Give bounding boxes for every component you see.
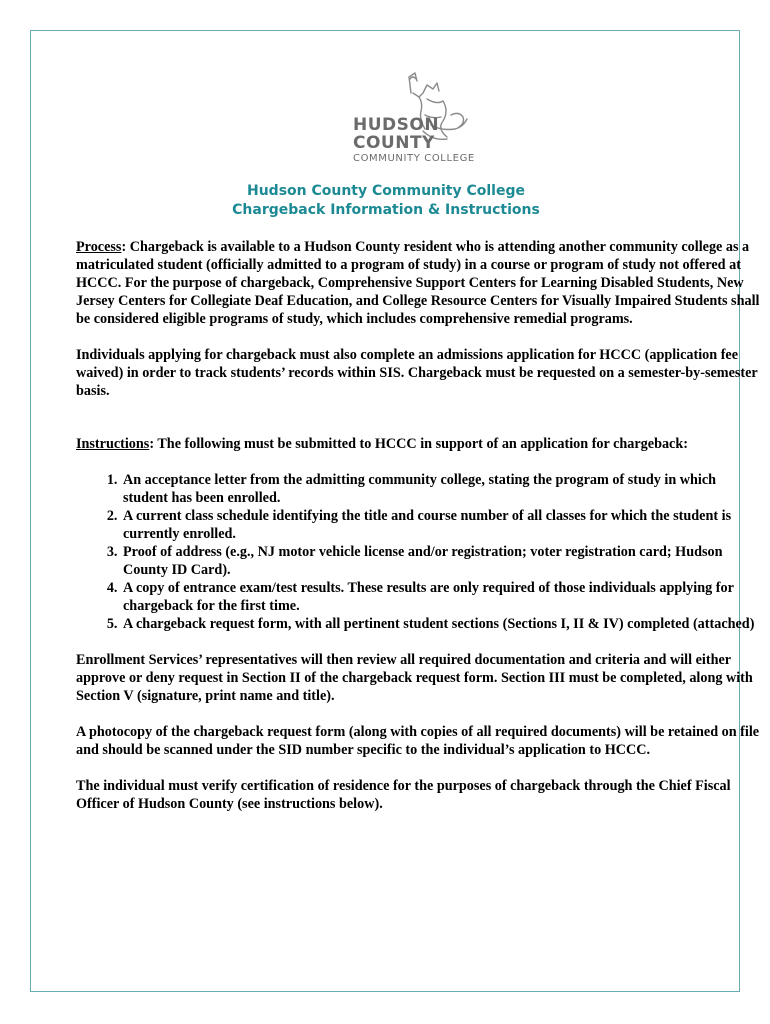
college-logo <box>351 71 481 166</box>
logo-text-hudson: HUDSON <box>353 115 440 135</box>
document-subtitle: Chargeback Information & Instructions <box>232 202 540 218</box>
list-item: 1. An acceptance letter from the admitting community college, stating the program of study in which student has been enrolled. <box>121 471 762 507</box>
instructions-text: : The following must be submitted to HCCC in support of an application for chargeback: <box>149 436 688 452</box>
list-item: 5. A chargeback request form, with all pertinent student sections (Sections I, II & IV) completed (attached) <box>121 615 762 633</box>
logo-text-community-college: COMMUNITY COLLEGE <box>353 153 475 164</box>
process-label: Process <box>76 239 122 255</box>
admissions-paragraph: Individuals applying for chargeback must also complete an admissions application for HCCC (application fee waived) in order to track students’ records within SIS. Chargeback must be requested on a semester-by-semester basis. <box>76 347 758 399</box>
list-item: 4. A copy of entrance exam/test results. These results are only required of those individuals applying for chargeback for the first time. <box>121 579 762 615</box>
verify-paragraph: The individual must verify certification of residence for the purposes of chargeback through the Chief Fiscal Officer of Hudson County (see instructions below). <box>76 778 731 812</box>
document-title: Hudson County Community College <box>246 183 525 199</box>
list-item: 3. Proof of address (e.g., NJ motor vehicle license and/or registration; voter registration card; Hudson County ID Card). <box>121 543 762 579</box>
instructions-paragraph <box>76 435 762 453</box>
logo-text-county: COUNTY <box>353 133 435 153</box>
photocopy-paragraph: A photocopy of the chargeback request form (along with copies of all required documents) will be retained on file and should be scanned under the SID number specific to the individual’s application to HCCC. <box>76 724 760 758</box>
process-text: : Chargeback is available to a Hudson County resident who is attending another community college as a matriculated student (officially admitted to a program of study) in a course or program of study not offered at HCCC. For the purpose of chargeback, Comprehensive Support Centers for Learning Disabled Students, New Jersey Centers for Collegiate Deaf Education, and College Resource Centers for Visually Impaired Students shall be considered eligible programs of study, which includes comprehensive remedial programs. <box>76 239 760 327</box>
document-header <box>31 182 741 220</box>
process-paragraph <box>76 238 762 328</box>
list-item: 2. A current class schedule identifying the title and course number of all classes for which the student is currently enrolled. <box>121 507 762 543</box>
page-border <box>30 30 760 992</box>
requirements-list <box>76 471 762 633</box>
document-body <box>76 238 762 813</box>
enrollment-paragraph: Enrollment Services’ representatives will then review all required documentation and criteria and will either approve or deny request in Section II of the chargeback request form. Section III must be completed, along with Section V (signature, print name and title). <box>76 652 753 704</box>
instructions-label: Instructions <box>76 436 150 452</box>
